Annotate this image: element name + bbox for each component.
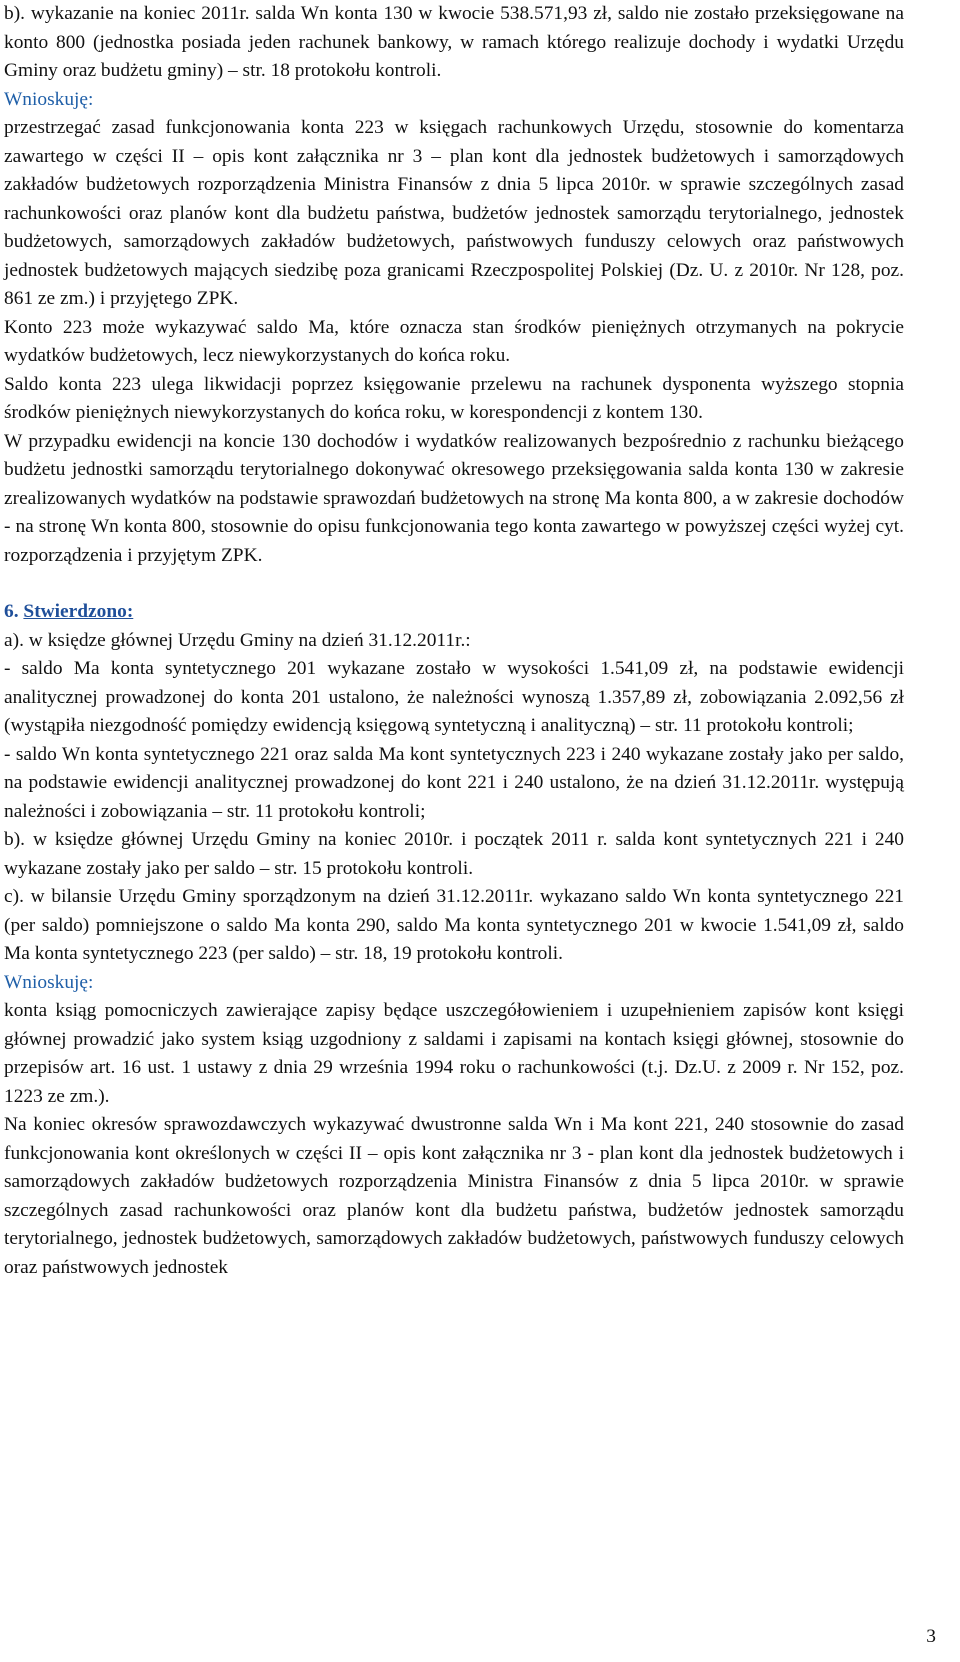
section-spacer xyxy=(4,570,904,598)
section-6-title: Stwierdzono: xyxy=(23,601,134,622)
recommendation-ksiegi-pomocnicze: konta ksiąg pomocniczych zawierające zapisy będące uszczegółowieniem i uzupełnieniem zapisów kont księgi głównej prowadzić jako system ksiąg uzgodniony z saldami i zapisami na kontach księgi głównej, stosownie do przepisów art. 16 ust. 1 ustawy z dnia 29 września 1994 roku o rachunkowości (t.j. Dz.U. z 2009 r. Nr 152, poz. 1223 ze zm.). xyxy=(4,1000,904,1107)
finding-a-intro: a). w księdze głównej Urzędu Gminy na dzień 31.12.2011r.: xyxy=(4,629,471,651)
finding-a-konta-221-240: - saldo Wn konta syntetycznego 221 oraz salda Ma kont syntetycznych 223 i 240 wykazane zostały jako per saldo, na podstawie ewidencji analitycznej prowadzonej do kont 221 i 240 ustalono, że na dzień 31.12.2011r. występują należności i zobowiązania – str. 11 protokołu kontroli; xyxy=(4,743,904,822)
page-number: 3 xyxy=(926,1626,936,1647)
wnioskuje-label: Wnioskuję: xyxy=(4,88,94,110)
section-6-heading xyxy=(4,598,904,627)
block-b-conclusion: b). wykazanie na koniec 2011r. salda Wn konta 130 w kwocie 538.571,93 zł, saldo nie zostało przeksięgowane na konto 800 (jednostka posiada jeden rachunek bankowy, w ramach którego realizuje dochody i wydatki Urzędu Gminy oraz budżetu gminy) – str. 18 protokołu kontroli. xyxy=(4,3,904,81)
finding-a-konto-201: - saldo Ma konta syntetycznego 201 wykazane zostało w wysokości 1.541,09 zł, na podstawie ewidencji analitycznej prowadzonej do konta 201 ustalono, że należności wynoszą 1.357,89 zł, zobowiązania 2.092,56 zł (wystąpiła niezgodność pomiędzy ewidencją księgową syntetyczną i analityczną) – str. 11 protokołu kontroli; xyxy=(4,658,904,736)
finding-c: c). w bilansie Urzędu Gminy sporządzonym na dzień 31.12.2011r. wykazano saldo Wn konta syntetycznego 221 (per saldo) pomniejszone o saldo Ma konta 290, saldo Ma konta syntetycznego 201 w kwocie 1.541,09 zł, saldo Ma konta syntetycznego 223 (per saldo) – str. 18, 19 protokołu kontroli. xyxy=(4,886,904,964)
finding-b: b). w księdze głównej Urzędu Gminy na koniec 2010r. i początek 2011 r. salda kont syntetycznych 221 i 240 wykazane zostały jako per saldo – str. 15 protokołu kontroli. xyxy=(4,829,904,879)
recommendation-konto-223: przestrzegać zasad funkcjonowania konta 223 w księgach rachunkowych Urzędu, stosownie do komentarza zawartego w części II – opis kont załącznika nr 3 – plan kont dla jednostek budżetowych i samorządowych zakładów budżetowych rozporządzenia Ministra Finansów z dnia 5 lipca 2010r. w sprawie szczególnych zasad rachunkowości oraz planów kont dla budżetu państwa, budżetów jednostek samorządu terytorialnego, jednostek budżetowych, samorządowych zakładów budżetowych, państwowych funduszy celowych oraz państwowych jednostek budżetowych mających siedzibę poza granicami Rzeczpospolitej Polskiej (Dz. U. z 2010r. Nr 128, poz. 861 ze zm.) i przyjętego ZPK. xyxy=(4,117,904,309)
document-page xyxy=(4,0,904,1282)
konto-130-ewidencja-paragraph: W przypadku ewidencji na koncie 130 dochodów i wydatków realizowanych bezpośrednio z rachunku bieżącego budżetu jednostki samorządu terytorialnego dokonywać okresowego przeksięgowania salda konta 130 w zakresie zrealizowanych wydatków na podstawie sprawozdań budżetowych na stronę Ma konta 800, a w zakresie dochodów - na stronę Wn konta 800, stosownie do opisu funkcjonowania tego konta zawartego w powyższej części wyżej cyt. rozporządzenia i przyjętym ZPK. xyxy=(4,430,904,566)
saldo-223-likwidacja-paragraph: Saldo konta 223 ulega likwidacji poprzez księgowanie przelewu na rachunek dysponenta wyższego stopnia środków pieniężnych niewykorzystanych do końca roku, w korespondencji z kontem 130. xyxy=(4,373,904,423)
wnioskuje-label-second: Wnioskuję: xyxy=(4,971,94,993)
section-6-number: 6. xyxy=(4,601,19,622)
recommendation-dwustronne-salda: Na koniec okresów sprawozdawczych wykazywać dwustronne salda Wn i Ma kont 221, 240 stosownie do zasad funkcjonowania kont określonych w części II – opis kont załącznika nr 3 - plan kont dla jednostek budżetowych i samorządowych zakładów budżetowych rozporządzenia Ministra Finansów z dnia 5 lipca 2010r. w sprawie szczególnych zasad rachunkowości oraz planów kont dla budżetu państwa, budżetów jednostek samorządu terytorialnego, jednostek budżetowych, samorządowych zakładów budżetowych, państwowych funduszy celowych oraz państwowych jednostek xyxy=(4,1114,904,1278)
konto-223-saldo-paragraph: Konto 223 może wykazywać saldo Ma, które oznacza stan środków pieniężnych otrzymanych na pokrycie wydatków budżetowych, lecz niewykorzystanych do końca roku. xyxy=(4,316,904,366)
